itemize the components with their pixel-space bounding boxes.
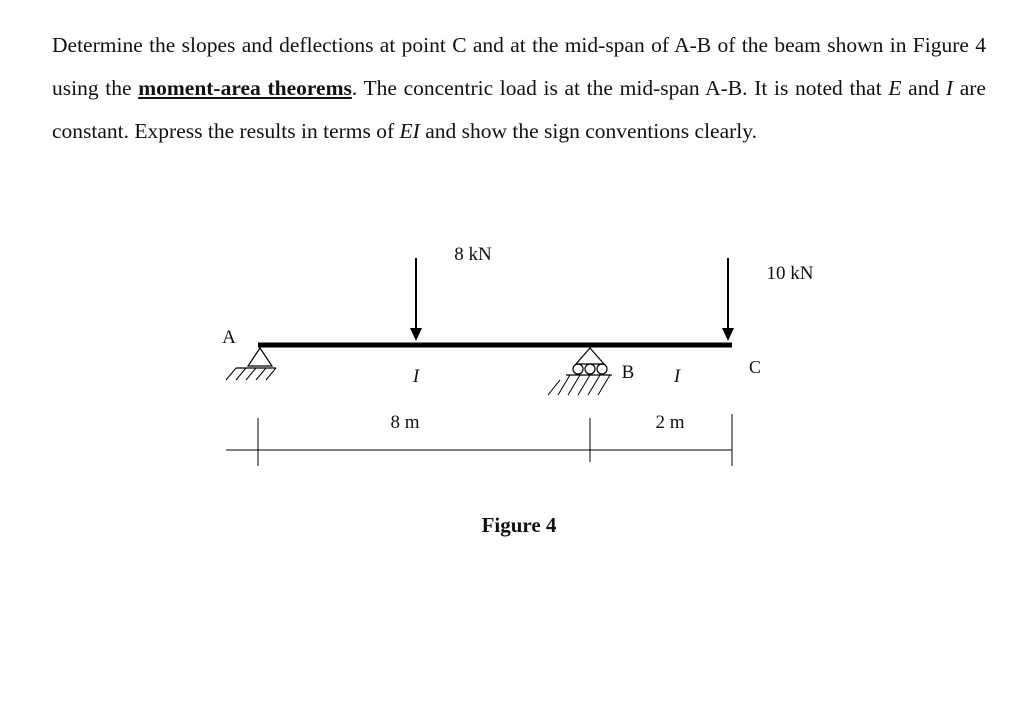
- var-e: E: [888, 76, 902, 100]
- var-ei: EI: [399, 119, 420, 143]
- problem-text-4: are constant. Express the results in terms of: [52, 76, 986, 143]
- dim-bc-label: 2 m: [655, 412, 685, 433]
- inertia-ab-label: I: [412, 366, 420, 387]
- problem-text-2: . The concentric load is at the mid-span A-B. It is noted that: [351, 76, 889, 100]
- problem-text-1: Determine the slopes and deflections at point C and at the mid-span of A-B of the beam shown in Figure 4 using the: [52, 33, 986, 100]
- point-a-label: A: [222, 327, 236, 348]
- pin-support-a: [226, 348, 276, 380]
- moment-area-emphasis: moment-area theorems: [138, 76, 352, 100]
- load-end-label: 10 kN: [766, 263, 814, 284]
- load-arrow-end: [722, 258, 734, 341]
- point-b-label: B: [621, 362, 635, 383]
- load-arrow-mid: [410, 258, 422, 341]
- point-c-label: C: [748, 357, 762, 377]
- problem-text-5: and show the sign conventions clearly.: [419, 119, 757, 143]
- roller-support-b: [548, 348, 612, 395]
- figure-caption: Figure 4: [481, 513, 557, 537]
- problem-text-3: and: [901, 76, 946, 100]
- var-i: I: [945, 76, 954, 100]
- load-mid-label: 8 kN: [454, 244, 492, 265]
- dim-ab-label: 8 m: [390, 412, 420, 433]
- inertia-bc-label: I: [673, 366, 681, 387]
